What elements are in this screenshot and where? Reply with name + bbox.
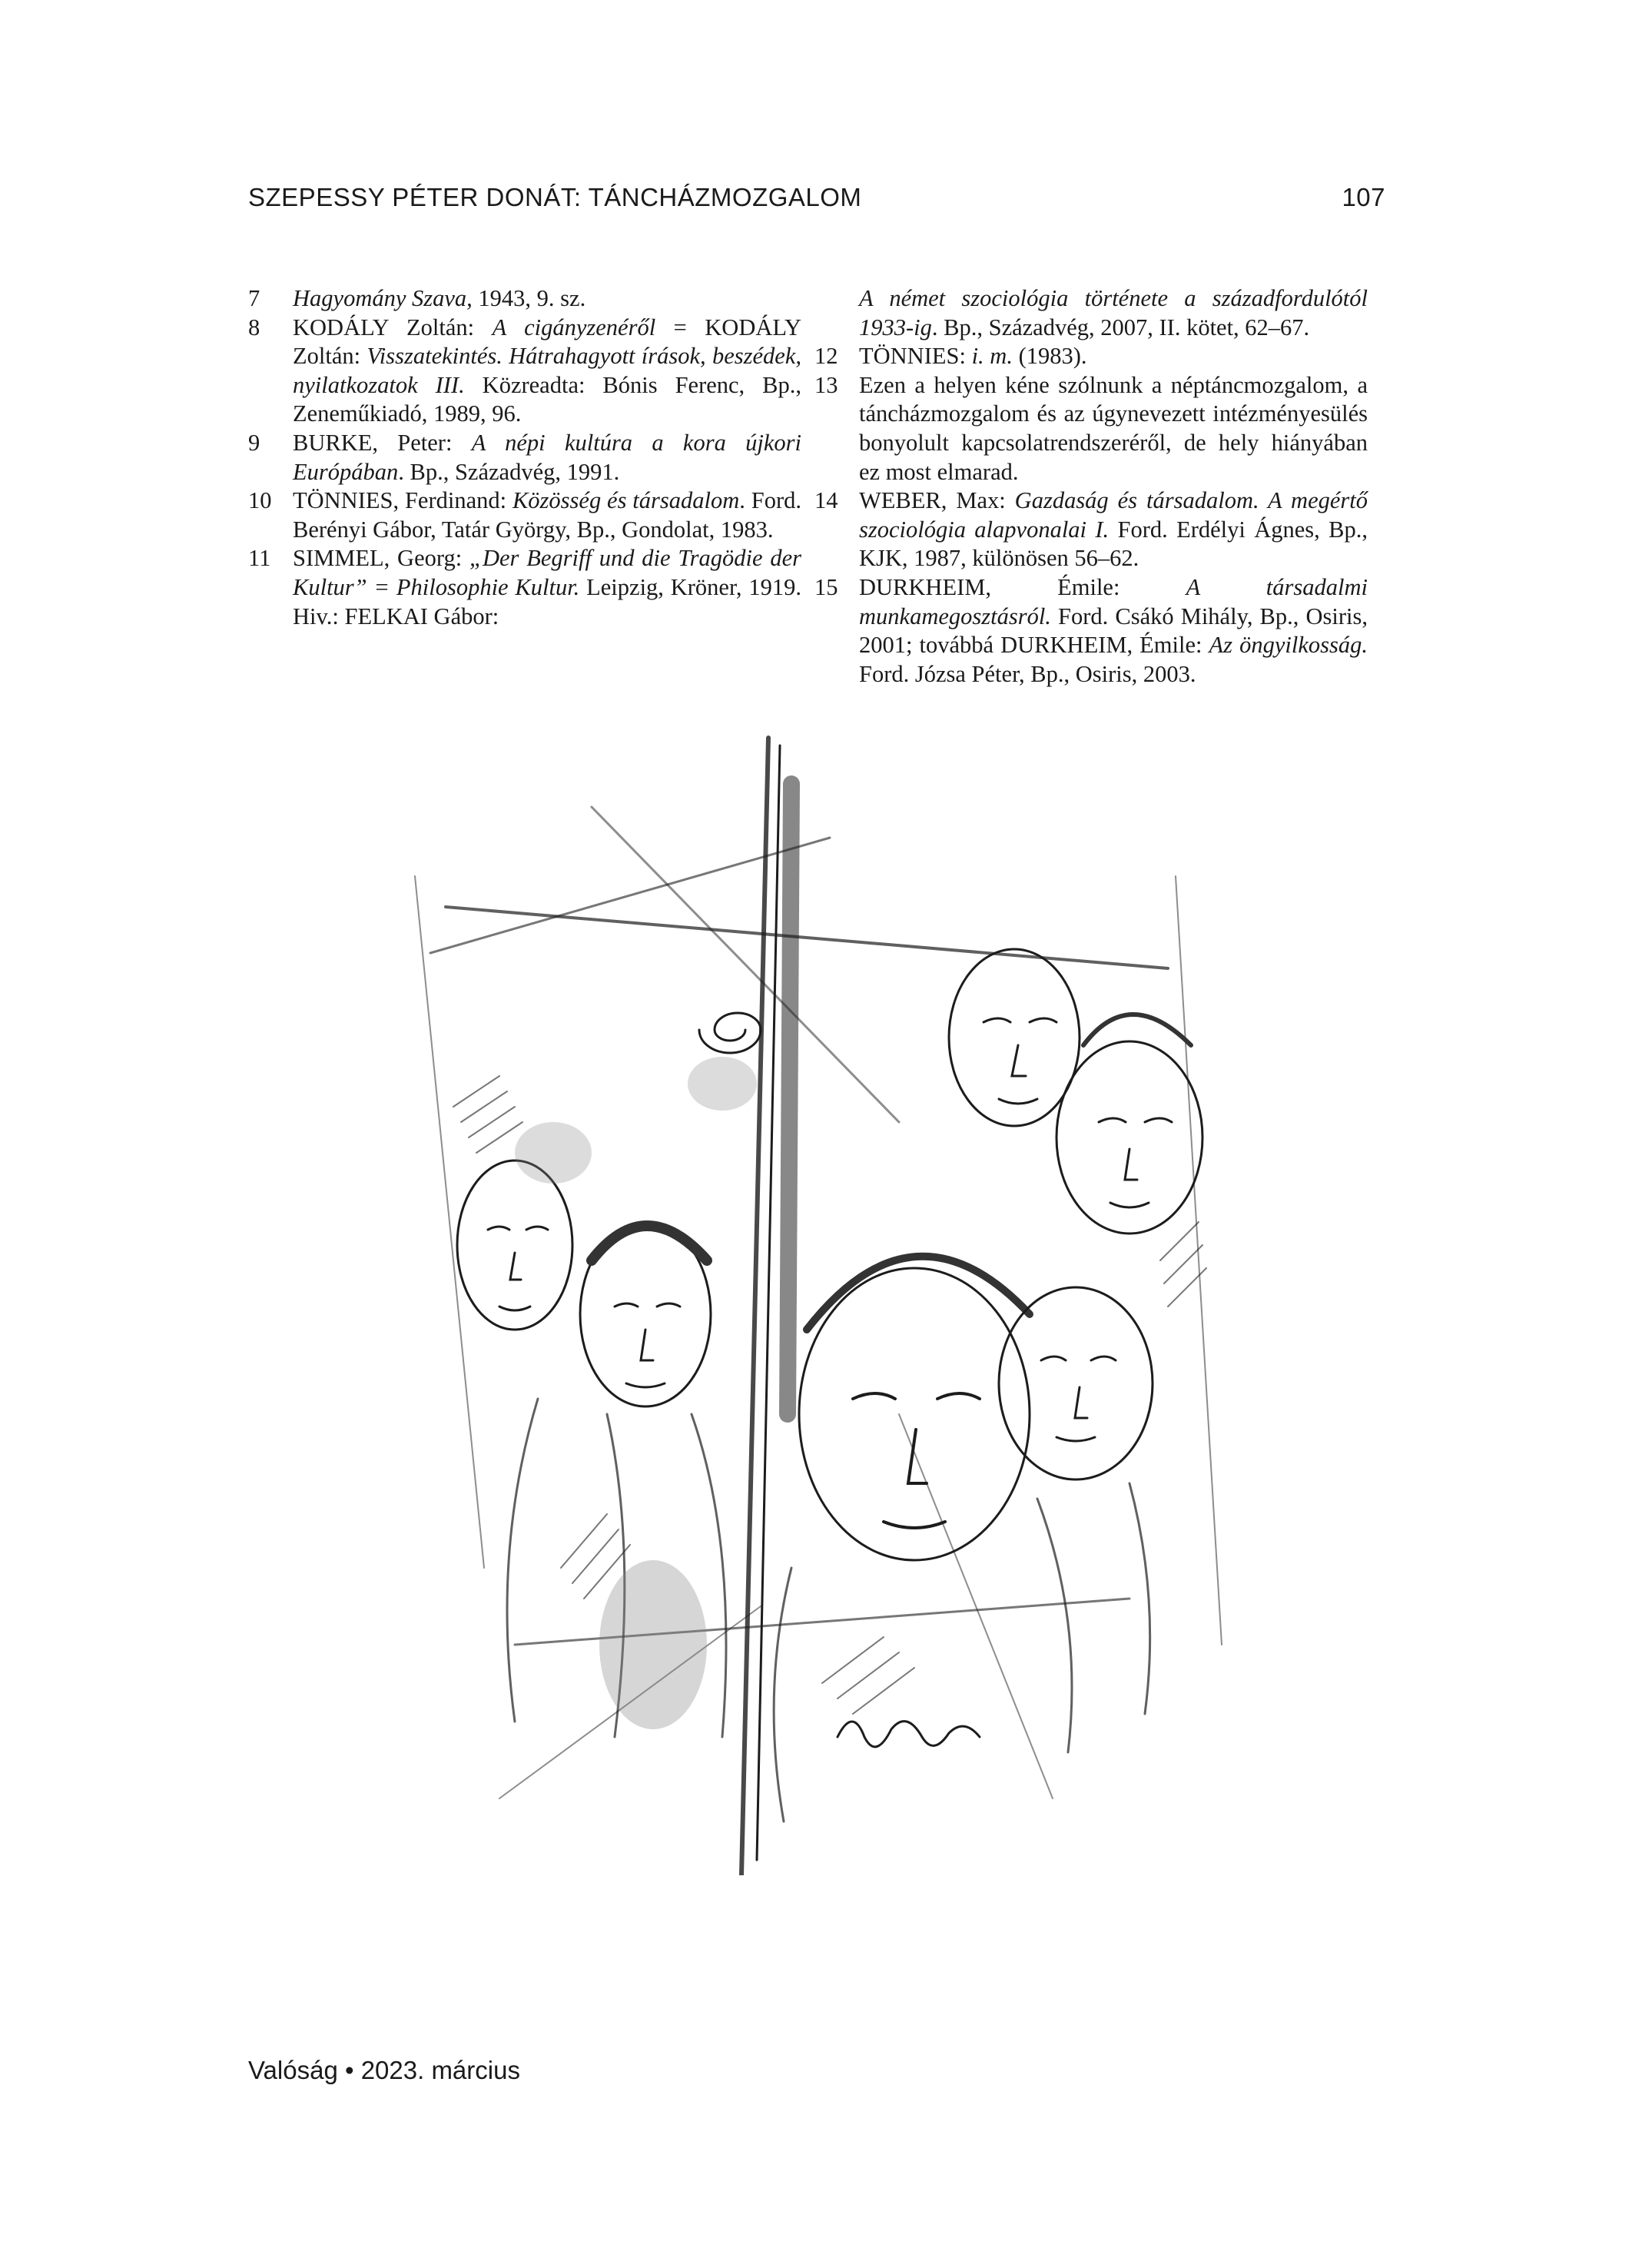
endnote-text (859, 284, 1368, 342)
endnote-text (293, 284, 801, 314)
endnote (814, 342, 1368, 371)
endnote-text (859, 573, 1368, 689)
illustration (361, 722, 1268, 1875)
endnote-segment: BURKE, Peter: (293, 429, 472, 456)
endnote-number: 9 (248, 429, 260, 456)
footer-journal: Valóság • 2023. március (248, 2056, 520, 2084)
endnote (248, 486, 801, 544)
endnotes-right-column (814, 284, 1368, 689)
endnote-segment: . Bp., Századvég, 1991. (398, 458, 620, 485)
endnote (248, 314, 801, 429)
endnote-text (859, 486, 1368, 573)
endnote-italic-segment: Gazdaság és társadalom. A megértő szociológia alapvonalai I. (859, 487, 1368, 543)
endnote (248, 284, 801, 314)
endnote (814, 573, 1368, 689)
endnote-number: 11 (248, 545, 271, 572)
endnote-number (814, 284, 859, 342)
endnote-italic-segment: A cigányzenéről (492, 314, 656, 340)
endnote-italic-segment: Visszatekintés. Hátrahagyott írások, beszédek, nyilatkozatok III. (293, 343, 801, 398)
endnote-segment: Közreadta: Bónis Ferenc, Bp., Zeneműkiadó, 1989, 96. (293, 371, 801, 427)
endnote-number: 15 (814, 573, 838, 600)
endnote-text (293, 314, 801, 429)
endnote-italic-segment: A német szociológia története a századfordulótól 1933-ig (859, 285, 1368, 340)
endnote-number: 12 (814, 343, 838, 370)
endnote-italic-segment: A társadalmi munkamegosztásról. (859, 573, 1368, 629)
running-title: SZEPESSY PÉTER DONÁT: TÁNCHÁZMOZGALOM (248, 183, 862, 211)
endnote-segment: (1983). (1012, 343, 1087, 370)
endnote-text (859, 371, 1368, 486)
endnote-segment: Ford. Erdélyi Ágnes, Bp., KJK, 1987, különösen 56–62. (859, 516, 1368, 572)
ink-drawing-faces-icon (361, 722, 1268, 1875)
endnote-number: 8 (248, 314, 260, 340)
endnote-number: 13 (814, 371, 838, 398)
endnote-segment: . Bp., Századvég, 2007, II. kötet, 62–67. (931, 314, 1310, 340)
endnote-segment: KODÁLY Zoltán: (293, 314, 493, 340)
endnote-number: 14 (814, 487, 838, 514)
endnote (814, 486, 1368, 573)
endnote-number: 10 (248, 487, 272, 514)
endnote-segment: TÖNNIES, Ferdinand: (293, 487, 512, 514)
endnote-segment: DURKHEIM, Émile: (859, 573, 1186, 600)
endnote-italic-segment: Közösség és társadalom (512, 487, 740, 514)
running-header (248, 183, 1385, 229)
endnote-segment: Ford. Csákó Mihály, Bp., Osiris, 2001; továbbá DURKHEIM, Émile: (859, 603, 1368, 659)
endnote-text (293, 486, 801, 544)
endnote-segment: WEBER, Max: (859, 487, 1015, 514)
endnote-segment: . Ford. Berényi Gábor, Tatár György, Bp., Gondolat, 1983. (293, 487, 802, 543)
endnote-segment: TÖNNIES: (859, 343, 972, 370)
endnote-segment: 1943, 9. sz. (472, 285, 586, 311)
endnote-text (859, 342, 1368, 371)
endnote-segment: = KODÁLY Zoltán: (293, 314, 801, 370)
endnote-italic-segment: „Der Begriff und die Tragödie der Kultur” = Philosophie Kultur. (293, 545, 801, 600)
page-number: 107 (1342, 183, 1385, 211)
endnote-text (293, 544, 801, 631)
endnote-italic-segment: i. m. (971, 343, 1013, 370)
endnote (248, 544, 801, 631)
endnote-text (293, 429, 801, 486)
endnote-italic-segment: Hagyomány Szava, (293, 285, 473, 311)
endnote (814, 371, 1368, 486)
endnote-segment: SIMMEL, Georg: (293, 545, 470, 572)
endnote (814, 284, 1368, 342)
endnote-segment: Ezen a helyen kéne szólnunk a néptáncmozgalom, a táncházmozgalom és az úgynevezett intézményesülés bonyolult kapcsolatrendszeréről, de hely hiányában ez most elmarad. (859, 371, 1368, 485)
endnote-italic-segment: Az öngyilkosság. (1209, 632, 1368, 659)
endnote-italic-segment: A népi kultúra a kora újkori Európában (293, 429, 801, 485)
endnotes-left-column (248, 284, 801, 631)
endnote-number: 7 (248, 285, 260, 311)
endnote (248, 429, 801, 486)
endnote-segment: Leipzig, Kröner, 1919. Hiv.: FELKAI Gábor: (293, 573, 801, 629)
endnote-segment: Ford. Józsa Péter, Bp., Osiris, 2003. (859, 660, 1196, 687)
